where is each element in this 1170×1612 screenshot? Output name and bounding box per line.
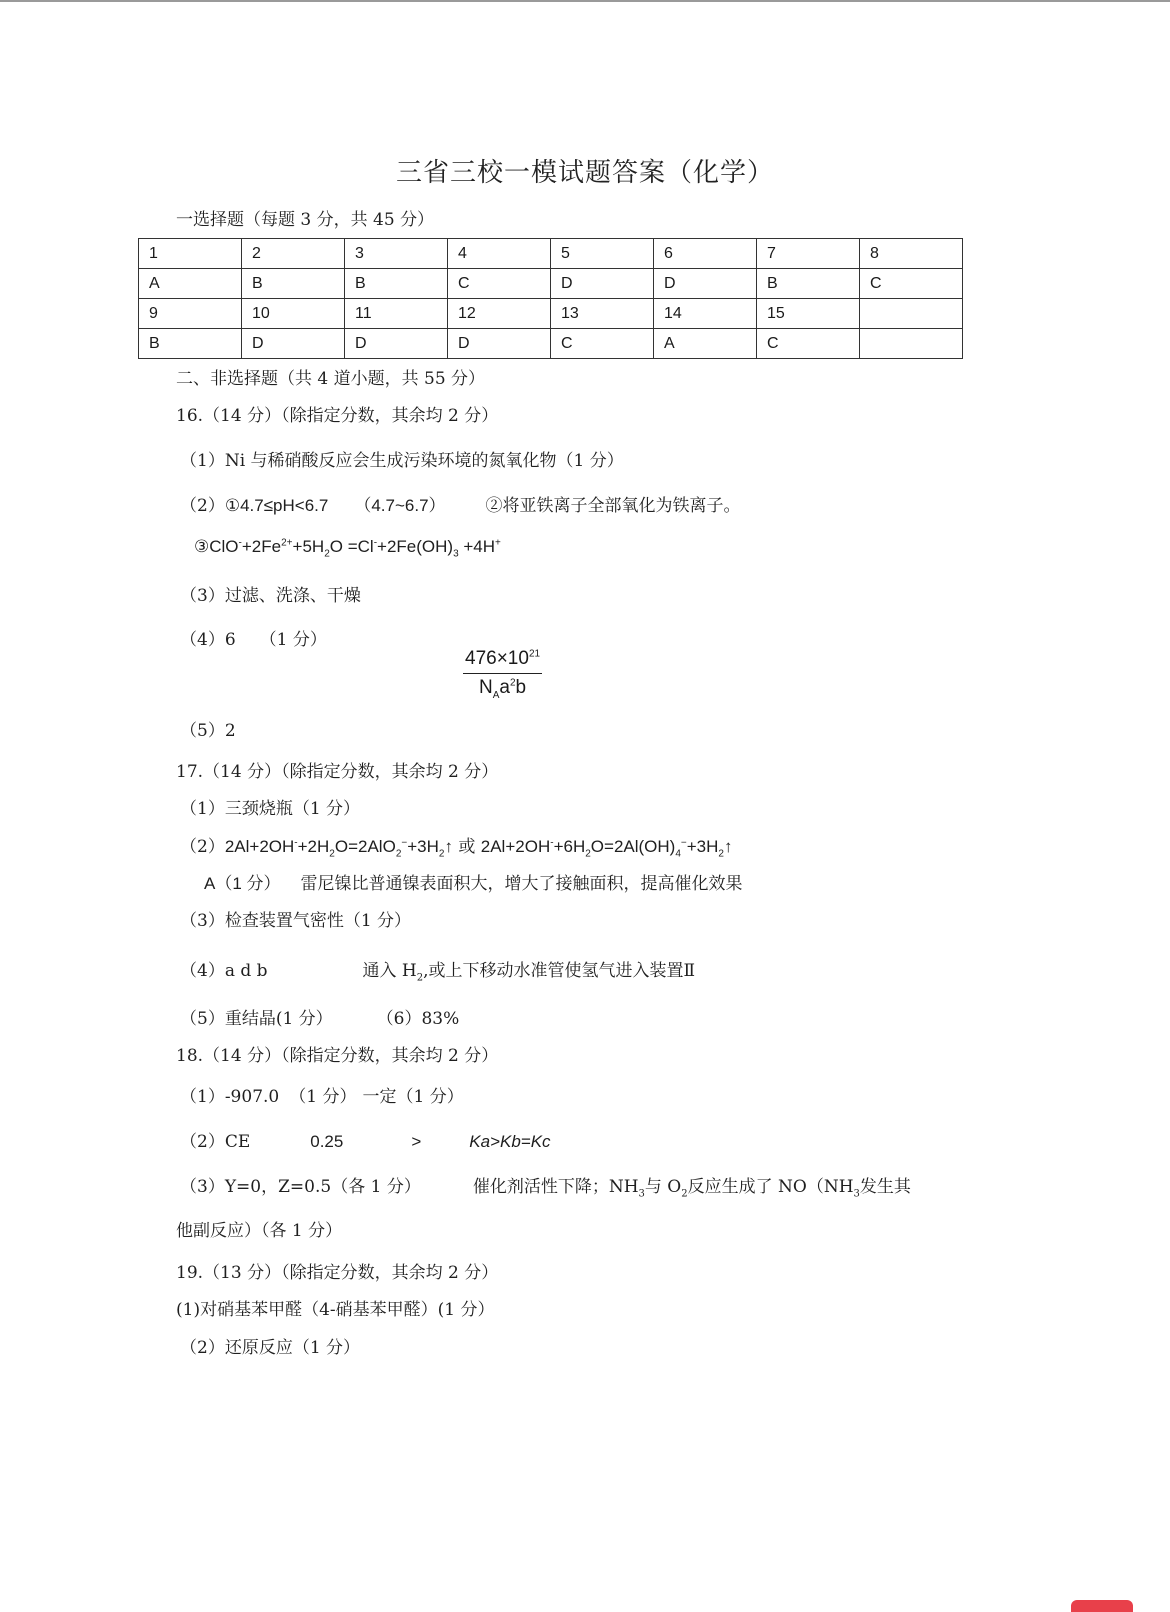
q17-equation-2 bbox=[480, 837, 733, 860]
eq-text: +2Fe bbox=[241, 537, 282, 556]
q19-part1: (1)对硝基苯甲醛（4-硝基苯甲醛）(1 分） bbox=[176, 1300, 495, 1320]
q17-equation-1 bbox=[224, 837, 453, 860]
q18-header: 18.（14 分）（除指定分数，其余均 2 分） bbox=[176, 1046, 499, 1066]
answer-row bbox=[139, 329, 963, 359]
eq-sub: 2 bbox=[324, 548, 330, 560]
question-number-cell: 12 bbox=[448, 299, 551, 329]
q16-part5: （5）2 bbox=[180, 721, 236, 741]
eq-sub: 2 bbox=[718, 848, 724, 860]
q17-part4 bbox=[180, 956, 695, 983]
eq-text: 2Al+2OH bbox=[480, 837, 551, 856]
eq-sub: 3 bbox=[853, 1188, 860, 1200]
fraction-denominator bbox=[463, 674, 542, 701]
eq-sub: 3 bbox=[453, 548, 459, 560]
q17-part2-line2 bbox=[204, 869, 743, 894]
eq-text: +2Fe(OH) bbox=[377, 537, 454, 556]
question-number-row bbox=[139, 239, 963, 269]
question-number-cell bbox=[860, 299, 963, 329]
question-number-cell: 9 bbox=[139, 299, 242, 329]
eq-sup: − bbox=[680, 837, 687, 849]
den-sub: A bbox=[492, 689, 500, 701]
q16-part4-answer: （4）6 bbox=[180, 630, 236, 650]
answer-cell: B bbox=[757, 269, 860, 299]
eq-text: +6H bbox=[553, 837, 586, 856]
q16-part2 bbox=[180, 491, 741, 516]
eq-sup: - bbox=[550, 837, 554, 849]
q18-part2-k-relation: Ka>Kb=Kc bbox=[469, 1132, 551, 1151]
question-number-cell: 10 bbox=[242, 299, 345, 329]
density-fraction bbox=[463, 648, 542, 701]
eq-text: +3H bbox=[407, 837, 439, 856]
answer-cell: A bbox=[139, 269, 242, 299]
q16-part4 bbox=[180, 625, 327, 650]
q17-part2 bbox=[180, 832, 732, 859]
section2-heading: 二、非选择题（共 4 道小题，共 55 分） bbox=[176, 369, 486, 389]
question-number-cell: 5 bbox=[551, 239, 654, 269]
q17-part5-6 bbox=[180, 1004, 459, 1029]
q17-part5: （5）重结晶(1 分） bbox=[180, 1009, 333, 1029]
question-number-cell: 3 bbox=[345, 239, 448, 269]
q16-header: 16.（14 分）（除指定分数，其余均 2 分） bbox=[176, 406, 499, 426]
den-text: b bbox=[515, 677, 527, 698]
answer-row bbox=[139, 269, 963, 299]
q17-part2-choice: A（1 分） bbox=[204, 874, 281, 893]
answer-cell: A bbox=[654, 329, 757, 359]
eq-text: +5H bbox=[292, 537, 325, 556]
question-number-row bbox=[139, 299, 963, 329]
q17-part1: （1）三颈烧瓶（1 分） bbox=[180, 799, 361, 819]
question-number-cell: 7 bbox=[757, 239, 860, 269]
q19-header: 19.（13 分）（除指定分数，其余均 2 分） bbox=[176, 1263, 499, 1283]
q18-part1-definite: 一定（1 分） bbox=[362, 1087, 464, 1107]
q18-part3-values: （3）Y=0，Z=0.5（各 1 分） bbox=[180, 1177, 421, 1197]
q16-part3: （3）过滤、洗涤、干燥 bbox=[180, 586, 361, 606]
q18-part2 bbox=[180, 1127, 551, 1152]
answer-cell bbox=[860, 329, 963, 359]
answer-cell: B bbox=[242, 269, 345, 299]
eq-sub: 2 bbox=[681, 1188, 688, 1200]
q18-part1 bbox=[180, 1082, 464, 1107]
question-number-cell: 4 bbox=[448, 239, 551, 269]
q18-part3-reason: 与 O bbox=[644, 1177, 682, 1197]
answer-cell: D bbox=[345, 329, 448, 359]
floating-action-badge[interactable] bbox=[1071, 1600, 1133, 1612]
q18-part2-value: 0.25 bbox=[310, 1132, 344, 1151]
eq-sub: 2 bbox=[416, 972, 424, 984]
eq-sup: + bbox=[495, 537, 501, 549]
gas-arrow: ↑ bbox=[723, 837, 733, 856]
fraction-numerator bbox=[463, 648, 542, 674]
den-text: a bbox=[499, 677, 510, 698]
den-text: N bbox=[478, 677, 493, 698]
q19-part2: （2）还原反应（1 分） bbox=[180, 1338, 361, 1358]
answer-cell: D bbox=[551, 269, 654, 299]
answer-cell: C bbox=[551, 329, 654, 359]
q18-part3 bbox=[180, 1172, 911, 1199]
q18-part3-reason: 发生其 bbox=[859, 1177, 911, 1197]
question-number-cell: 13 bbox=[551, 299, 654, 329]
eq-text: O=2Al(OH) bbox=[590, 837, 676, 856]
eq-sub: 4 bbox=[675, 848, 681, 860]
q18-part2-answer: （2）CE bbox=[180, 1132, 251, 1152]
question-number-cell: 11 bbox=[345, 299, 448, 329]
gas-arrow: ↑ bbox=[444, 837, 453, 856]
answer-cell: D bbox=[448, 329, 551, 359]
q16-part2-label: （2） bbox=[180, 496, 225, 516]
question-number-cell: 1 bbox=[139, 239, 242, 269]
q18-part3-reason: 反应生成了 NO（NH bbox=[687, 1177, 854, 1197]
eq-sub: 2 bbox=[438, 848, 445, 860]
eq-text: +3H bbox=[686, 837, 719, 856]
q16-part2-ph-range: ①4.7≤pH<6.7 bbox=[224, 496, 329, 515]
numerator-text: 476×10 bbox=[465, 648, 529, 669]
top-border-line bbox=[0, 0, 1170, 2]
numerator-exponent: 21 bbox=[528, 648, 541, 660]
eq-sup: 2+ bbox=[281, 537, 293, 549]
eq-text: O =Cl bbox=[329, 537, 374, 556]
q18-part1-enthalpy: （1）-907.0 bbox=[180, 1087, 280, 1107]
eq-sup: - bbox=[294, 837, 298, 849]
answer-table bbox=[138, 238, 963, 359]
question-number-cell: 6 bbox=[654, 239, 757, 269]
eq-sub: 2 bbox=[395, 848, 402, 860]
or-text: 或 bbox=[458, 837, 476, 857]
q18-part3-continued: 他副反应）（各 1 分） bbox=[176, 1221, 343, 1241]
answer-cell: B bbox=[345, 269, 448, 299]
eq-sup: − bbox=[401, 837, 408, 849]
q17-part4-method-rest: ,或上下移动水准管使氢气进入装置Ⅱ bbox=[423, 961, 696, 981]
q16-part2-equation bbox=[194, 537, 501, 559]
eq-sub: 2 bbox=[329, 848, 335, 860]
answer-cell: C bbox=[860, 269, 963, 299]
q18-part2-compare: > bbox=[411, 1132, 422, 1151]
page-title: 三省三校一模试题答案（化学） bbox=[395, 158, 774, 188]
question-number-cell: 8 bbox=[860, 239, 963, 269]
eq-text: ③ClO bbox=[194, 537, 239, 556]
q17-header: 17.（14 分）（除指定分数，其余均 2 分） bbox=[176, 762, 499, 782]
answer-cell: C bbox=[448, 269, 551, 299]
den-sup: 2 bbox=[509, 677, 516, 689]
q16-part4-score: （1 分） bbox=[259, 630, 327, 650]
answer-cell: C bbox=[757, 329, 860, 359]
eq-sup: - bbox=[373, 537, 378, 549]
q17-part4-answer: （4）a d b bbox=[180, 961, 268, 981]
question-number-cell: 14 bbox=[654, 299, 757, 329]
q17-part6: （6）83% bbox=[376, 1009, 460, 1029]
eq-sub: 3 bbox=[638, 1188, 645, 1200]
q16-part2-ph-alt: （4.7~6.7） bbox=[354, 496, 446, 515]
eq-text: 2Al+2OH bbox=[224, 837, 295, 856]
question-number-cell: 15 bbox=[757, 299, 860, 329]
q18-part1-score: （1 分） bbox=[289, 1087, 357, 1107]
eq-text: O=2AlO bbox=[334, 837, 396, 856]
eq-text: +4H bbox=[458, 537, 496, 556]
q18-part3-reason: 催化剂活性下降；NH bbox=[472, 1177, 639, 1197]
eq-sup: - bbox=[238, 537, 242, 549]
q16-part1: （1）Ni 与稀硝酸反应会生成污染环境的氮氧化物（1 分） bbox=[180, 451, 624, 471]
eq-text: +2H bbox=[297, 837, 330, 856]
q17-part2-label: （2） bbox=[180, 837, 225, 857]
section1-heading: 一选择题（每题 3 分，共 45 分） bbox=[176, 210, 435, 230]
question-number-cell: 2 bbox=[242, 239, 345, 269]
answer-cell: D bbox=[654, 269, 757, 299]
q16-part2-oxidize: ②将亚铁离子全部氧化为铁离子。 bbox=[485, 496, 741, 516]
q17-part3: （3）检查装置气密性（1 分） bbox=[180, 911, 412, 931]
eq-sub: 2 bbox=[585, 848, 591, 860]
answer-cell: D bbox=[242, 329, 345, 359]
q17-part4-method: 通入 H bbox=[362, 961, 417, 981]
answer-cell: B bbox=[139, 329, 242, 359]
q17-part2-reason: 雷尼镍比普通镍表面积大，增大了接触面积，提高催化效果 bbox=[300, 874, 743, 894]
